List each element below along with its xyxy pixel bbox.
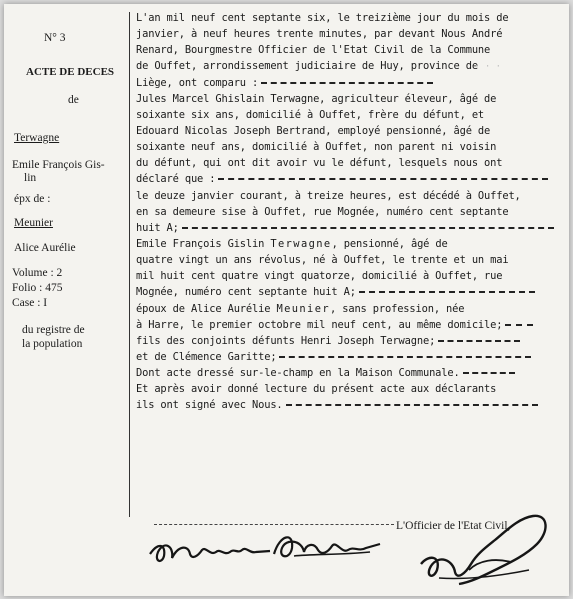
officer-signature <box>399 500 559 594</box>
act-line-text: fils des conjoints défunts Henri Joseph Terwagne; <box>136 334 436 347</box>
spouse-surname: Meunier <box>14 217 53 229</box>
act-line-filled <box>136 317 564 333</box>
spouse-status: , sans profession, née <box>330 302 465 315</box>
act-line: Edouard Nicolas Joseph Bertrand, employé pensionné, âgé de <box>136 124 491 137</box>
deceased-surname: Terwagne <box>14 132 60 144</box>
column-divider <box>129 12 130 517</box>
registry-line1: du registre de <box>22 324 85 336</box>
act-line-filled <box>136 397 564 413</box>
fill-dashes <box>182 227 554 229</box>
bleed-through-text: · · · <box>474 62 502 72</box>
act-line: Renard, Bourgmestre Officier de l'Etat Civil de la Commune <box>136 44 491 57</box>
act-line: de Ouffet, arrondissement judiciaire de Huy, province de <box>136 60 478 73</box>
fill-dashes <box>218 178 548 180</box>
act-line: janvier, à neuf heures trente minutes, par devant Nous André <box>136 28 503 41</box>
volume: Volume : 2 <box>12 267 63 279</box>
act-line: soixante neuf ans, domicilié à Ouffet, non parent ni voisin <box>136 141 497 154</box>
case: Case : I <box>12 297 48 309</box>
act-line: quatre vingt un ans révolus, né à Ouffet, le trente et un mai <box>136 254 509 267</box>
act-line-filled <box>136 349 564 365</box>
act-line-text: déclaré que : <box>136 173 216 186</box>
act-line-text: Dont acte dressé sur-le-champ en la Maison Communale. <box>136 367 460 380</box>
act-line-text: ils ont signé avec Nous. <box>136 399 283 412</box>
left-margin-column <box>4 4 128 509</box>
act-line-text: Liège, ont comparu : <box>136 76 259 89</box>
fill-dashes <box>279 356 531 358</box>
fill-dashes <box>359 291 535 293</box>
act-line: mil huit cent quatre vingt quatorze, domicilié à Ouffet, rue <box>136 270 503 283</box>
act-title: ACTE DE DECES <box>26 66 115 78</box>
fill-dashes <box>286 404 538 406</box>
act-line-filled <box>136 333 564 349</box>
act-number: N° 3 <box>44 32 66 44</box>
deceased-status: , pensionné, âgé de <box>331 237 448 250</box>
spouse-name-spaced: Meunier <box>276 302 331 315</box>
act-line-filled <box>136 171 564 187</box>
fill-dashes <box>505 324 533 326</box>
spouse-given-names: époux de Alice Aurélie <box>136 302 271 315</box>
act-line-filled <box>136 75 564 91</box>
act-line-with-name <box>136 301 564 317</box>
act-line: soixante six ans, domicilié à Ouffet, frère du défunt, et <box>136 108 485 121</box>
death-certificate-page <box>4 4 569 596</box>
act-line-text: à Harre, le premier octobre mil neuf cent, au même domicile; <box>136 318 503 331</box>
act-line: le deuze janvier courant, à treize heures, est décédé à Ouffet, <box>136 189 521 202</box>
act-line-filled <box>136 220 564 236</box>
spouse-label: épx de : <box>14 193 51 205</box>
folio: Folio : 475 <box>12 282 63 294</box>
act-line: Jules Marcel Ghislain Terwagne, agriculteur éleveur, âgé de <box>136 92 497 105</box>
act-line-text: huit A; <box>136 221 179 234</box>
act-line-with-name <box>136 236 564 252</box>
fill-dashes <box>463 372 515 374</box>
act-line-text: Mognée, numéro cent septante huit A; <box>136 286 356 299</box>
act-line-filled <box>136 284 564 300</box>
act-line-text: et de Clémence Garitte; <box>136 350 277 363</box>
de-label: de <box>68 94 79 106</box>
act-line-filled <box>136 365 564 381</box>
deceased-given-names: Emile François Gislin <box>136 237 265 250</box>
fill-dashes <box>438 340 520 342</box>
officer-caption: L'Officier de l'Etat Civil, <box>396 520 511 532</box>
act-line: du défunt, qui ont dit avoir vu le défunt, lesquels nous ont <box>136 157 503 170</box>
deceased-name-spaced: Terwagne <box>270 237 332 250</box>
deceased-given-line2: lin <box>24 172 37 184</box>
declarant-signatures <box>144 524 404 572</box>
spouse-given: Alice Aurélie <box>14 242 76 254</box>
registry-line2: la population <box>22 338 83 350</box>
deceased-given-line1: Emile François Gis- <box>12 159 105 171</box>
act-line: en sa demeure sise à Ouffet, rue Mognée, numéro cent septante <box>136 205 509 218</box>
act-line: L'an mil neuf cent septante six, le treizième jour du mois de <box>136 12 509 24</box>
fill-dashes <box>261 82 433 84</box>
act-line: Et après avoir donné lecture du présent acte aux déclarants <box>136 383 497 396</box>
